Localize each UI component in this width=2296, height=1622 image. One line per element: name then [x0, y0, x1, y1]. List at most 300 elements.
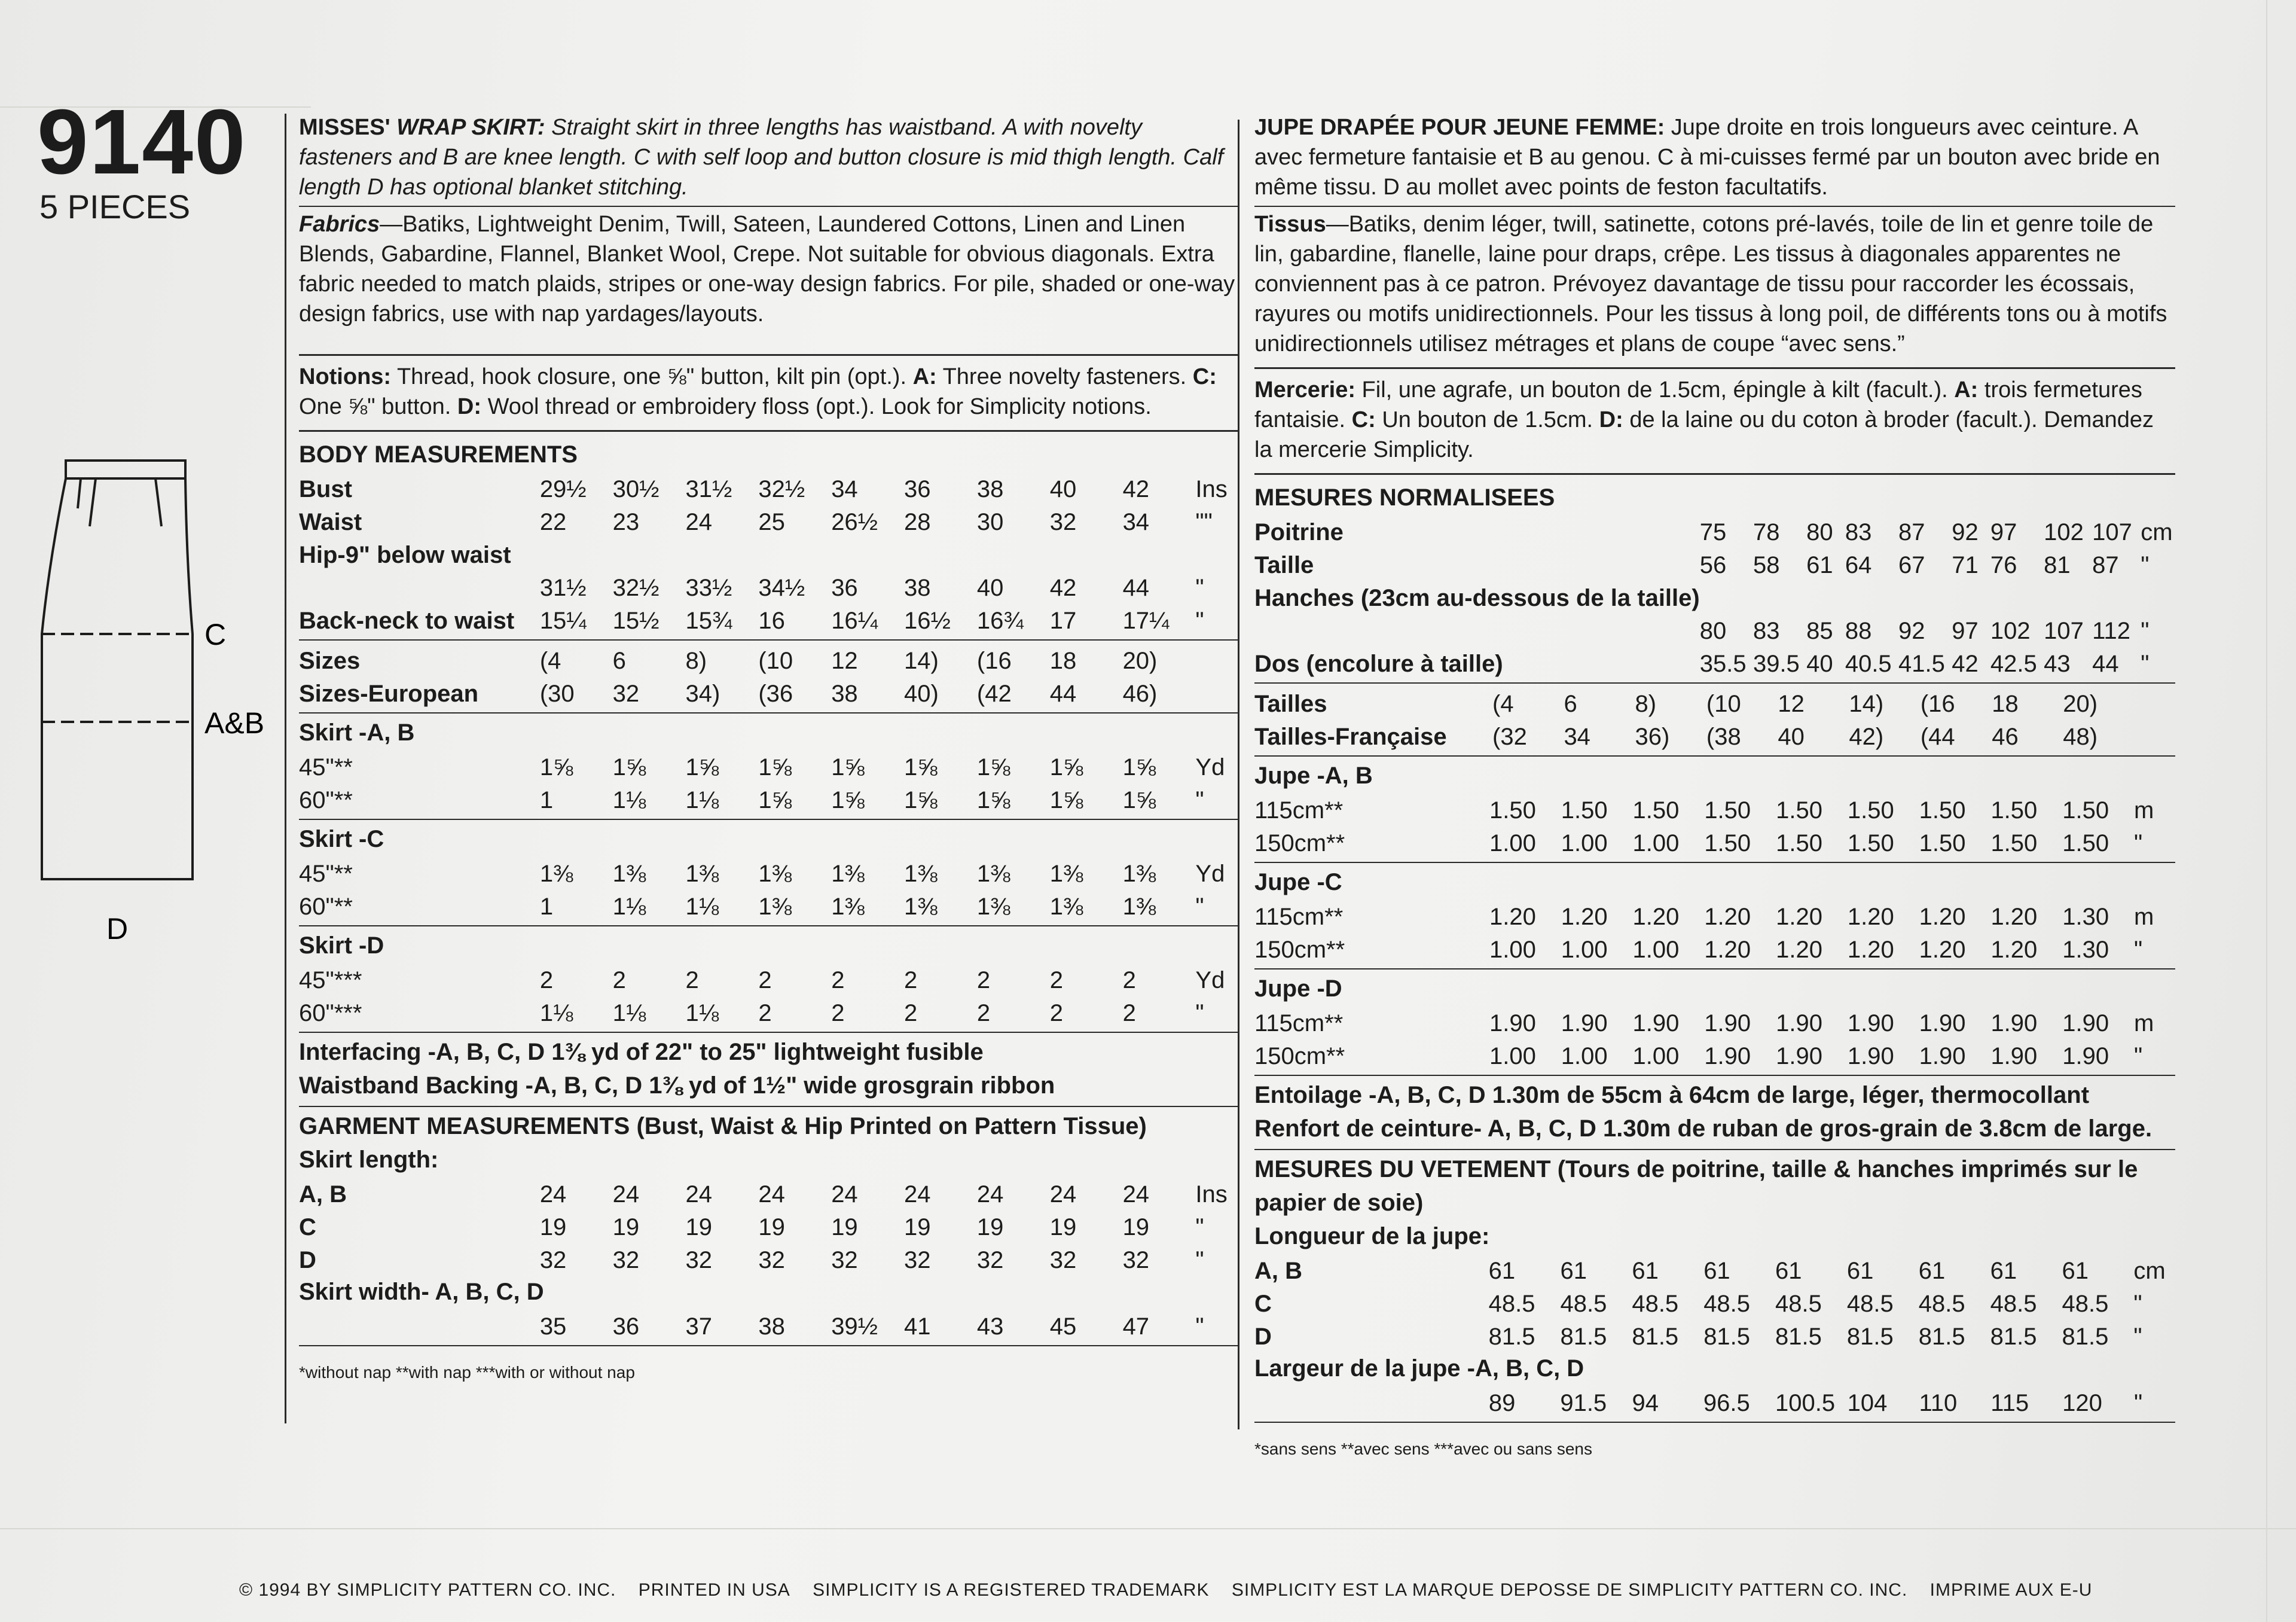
table-cell: 48.5	[1488, 1291, 1535, 1317]
unit-cell: "	[2134, 1390, 2143, 1416]
table-cell: (16	[976, 648, 1012, 674]
table-cell: 94	[1632, 1390, 1659, 1416]
yardage-table	[299, 749, 1238, 815]
table-cell: 32	[758, 1247, 785, 1273]
table-cell: 48.5	[2062, 1291, 2109, 1317]
table-cell: 61	[1918, 1258, 1946, 1284]
table-cell: 1.50	[1776, 797, 1822, 824]
table-cell: 2	[612, 967, 626, 993]
table-cell: 2	[1122, 967, 1136, 993]
garment-measurements-title-fr: MESURES DU VETEMENT (Tours de poitrine, taille & hanches imprimés sur le papier de soie)	[1254, 1156, 2138, 1216]
table-cell: 92	[1952, 519, 1979, 545]
table-row	[299, 1176, 1238, 1209]
table-cell: 1⅜	[831, 894, 865, 920]
table-cell: 40	[1049, 476, 1077, 502]
table-cell: 16¾	[976, 608, 1024, 634]
table-cell: 67	[1898, 552, 1925, 578]
table-cell: 24	[758, 1181, 785, 1208]
table-cell: 81.5	[1703, 1324, 1751, 1350]
table-cell: 32	[831, 1247, 858, 1273]
pattern-number: 9140	[37, 90, 247, 193]
table-cell	[1990, 580, 2044, 613]
table-cell: 24	[1049, 1181, 1077, 1208]
row-label: D	[299, 1247, 316, 1273]
table-cell: 1.30	[2062, 937, 2109, 963]
table-cell: 80	[1699, 618, 1727, 644]
unit-cell: "	[2133, 1291, 2142, 1317]
notions: Notions: Thread, hook closure, one ⅝" button, kilt pin (opt.). A: Three novelty fasteners. C: One ⅝" button. D: Wool thread or embroidery floss (opt.). Look for Simplicity notions.	[299, 364, 1217, 419]
row-label: 115cm**	[1254, 1010, 1344, 1036]
table-cell: 38	[904, 575, 931, 601]
row-label: D	[1254, 1324, 1272, 1350]
yardage-table	[1254, 792, 2175, 858]
unit-cell: "	[2141, 552, 2150, 578]
table-cell: (30	[539, 681, 575, 707]
table-cell: 2	[685, 967, 699, 993]
table-cell: 1.90	[1704, 1010, 1751, 1036]
table-cell: 19	[685, 1214, 712, 1240]
table-cell: 1.00	[1632, 937, 1680, 963]
table-cell: 112	[2092, 618, 2130, 644]
waistband-line: Waistband Backing -A, B, C, D 1⅜ yd of 1½" wide grosgrain ribbon	[299, 1072, 1055, 1099]
table-cell: 30	[976, 509, 1004, 535]
table-cell: 2	[758, 1000, 772, 1026]
table-cell: 26½	[831, 509, 878, 535]
table-cell: 1.90	[1919, 1043, 1966, 1069]
table-cell: 18	[1992, 691, 2019, 717]
table-row	[1254, 646, 2175, 679]
table-cell: 24	[685, 1181, 712, 1208]
row-label: Bust	[299, 476, 352, 502]
table-row	[299, 889, 1238, 922]
table-cell: 104	[1847, 1390, 1888, 1416]
table-cell: 35	[539, 1313, 567, 1340]
table-cell: 2	[1049, 967, 1063, 993]
footnote: *without nap **with nap ***with or without nap	[299, 1363, 635, 1382]
table-cell: 36	[612, 1313, 640, 1340]
table-cell: 1⅝	[904, 787, 938, 813]
table-cell: 16	[758, 608, 785, 634]
table-cell: 1.00	[1561, 830, 1608, 856]
table-cell: (38	[1706, 724, 1741, 750]
table-cell: 1.20	[1990, 904, 2038, 930]
table-cell: 1.90	[1847, 1043, 1894, 1069]
table-cell: 32	[1122, 1247, 1150, 1273]
table-cell: 1.50	[1847, 797, 1894, 824]
row-label: Poitrine	[1254, 519, 1344, 545]
table-cell: 34	[1122, 509, 1150, 535]
table-cell: 44	[1122, 575, 1150, 601]
row-label: A, B	[1254, 1258, 1302, 1284]
table-cell: 19	[612, 1214, 640, 1240]
table-cell: 32	[904, 1247, 931, 1273]
table-cell: 18	[1049, 648, 1077, 674]
table-cell: 1.90	[1919, 1010, 1966, 1036]
table-row	[1254, 1005, 2175, 1038]
table-cell: 1⅜	[612, 861, 646, 887]
table-cell: 1⅜	[831, 861, 865, 887]
table-cell: 1.50	[1990, 797, 2038, 824]
table-cell: 8)	[685, 648, 707, 674]
table-row	[299, 962, 1238, 995]
row-label: 150cm**	[1254, 1043, 1345, 1069]
table-cell: 48.5	[1846, 1291, 1894, 1317]
table-cell: 22	[539, 509, 567, 535]
table-cell: 34½	[758, 575, 805, 601]
table-row	[299, 1309, 1238, 1341]
garment-measurements-table-fr	[1254, 1253, 2175, 1352]
table-cell: 1.50	[1990, 830, 2038, 856]
table-cell: 61	[1990, 1258, 2017, 1284]
table-cell: 1⅝	[758, 787, 792, 813]
unit-cell: "	[2134, 830, 2143, 856]
table-cell: 1⅛	[612, 1000, 646, 1026]
row-label: Hanches (23cm au-dessous de la taille)	[1254, 585, 1700, 611]
table-cell: 15¼	[539, 608, 587, 634]
table-cell: 1⅜	[1122, 894, 1156, 920]
skirt-width-table-fr	[1254, 1385, 2175, 1418]
table-row	[1254, 932, 2175, 965]
table-row	[299, 1242, 1238, 1275]
row-label: Sizes	[299, 648, 361, 674]
table-cell: 23	[612, 509, 640, 535]
table-cell: 1.50	[2062, 797, 2109, 824]
table-cell: 8)	[1635, 691, 1657, 717]
table-cell: 1⅜	[1122, 861, 1156, 887]
table-cell: 24	[976, 1181, 1004, 1208]
table-cell	[1845, 580, 1898, 613]
table-cell: 120	[2062, 1390, 2102, 1416]
table-cell: 1.20	[1489, 904, 1536, 930]
row-label: 60"***	[299, 1000, 362, 1026]
table-cell: 24	[1122, 1181, 1150, 1208]
notions-fr: Mercerie: Fil, une agrafe, un bouton de 1.5cm, épingle à kilt (facult.). A: trois fermetures fantaisie. C: Un bouton de 1.5cm. D: de la laine ou du coton à broder (facult.). Demandez la mercerie Simplicity.	[1254, 377, 2154, 462]
table-cell: 40	[1806, 651, 1833, 677]
unit-cell	[2135, 686, 2175, 719]
table-cell: 14)	[904, 648, 939, 674]
table-cell: 80	[1806, 519, 1833, 545]
skirt-length-label-fr: Longueur de la jupe:	[1254, 1223, 1490, 1249]
table-row	[1254, 580, 2175, 613]
table-cell: 1.50	[1561, 797, 1608, 824]
table-cell: 19	[758, 1214, 785, 1240]
yardage-title: Skirt -D	[299, 932, 384, 959]
table-cell: 44	[2092, 651, 2119, 677]
unit-cell: Yd	[1195, 967, 1225, 993]
table-cell: 1.50	[1847, 830, 1894, 856]
table-cell: 24	[831, 1181, 858, 1208]
table-cell: 61	[1775, 1258, 1802, 1284]
table-cell: 1⅛	[612, 894, 646, 920]
diagram-label-c: C	[204, 618, 227, 651]
description-fr: JUPE DRAPÉE POUR JEUNE FEMME: Jupe droite en trois longueurs avec ceinture. A avec fermeture fantaisie et B au genou. C à mi-cuisses fermé par un bouton avec bride en même tissu. D au mollet avec points de feston facultatifs.	[1254, 115, 2160, 200]
table-cell: 45	[1049, 1313, 1077, 1340]
table-cell: 20)	[1122, 648, 1158, 674]
body-measurements-table	[299, 471, 1238, 636]
table-cell: (36	[758, 681, 793, 707]
table-cell: 61	[1488, 1258, 1516, 1284]
table-cell: 47	[1122, 1313, 1150, 1340]
row-label	[299, 570, 540, 603]
row-label: 115cm**	[1254, 904, 1344, 930]
table-cell: (42	[976, 681, 1012, 707]
french-column	[1254, 112, 2175, 1461]
table-cell: 97	[1990, 519, 2017, 545]
footer	[239, 1580, 2212, 1600]
unit-cell: ""	[1195, 509, 1213, 535]
table-cell: 110	[1919, 1390, 1958, 1416]
table-cell: 1.90	[1990, 1010, 2038, 1036]
row-label: A, B	[299, 1181, 347, 1208]
unit-cell: Ins	[1195, 1181, 1228, 1208]
unit-cell: m	[2134, 1010, 2154, 1036]
table-cell: 1⅛	[685, 894, 719, 920]
printed-in: PRINTED IN USA	[638, 1580, 790, 1600]
table-cell: 39.5	[1752, 651, 1800, 677]
table-cell: 1.20	[1632, 904, 1680, 930]
table-cell: 1.90	[1489, 1010, 1536, 1036]
table-cell: 1.20	[1776, 937, 1822, 963]
table-cell: 43	[2044, 651, 2071, 677]
row-label: Taille	[1254, 552, 1314, 578]
table-cell: 2	[758, 967, 772, 993]
row-label: 45"***	[299, 967, 362, 993]
body-measurements-title-fr: MESURES NORMALISEES	[1254, 484, 1555, 511]
table-cell: 19	[539, 1214, 567, 1240]
table-cell: 115	[1990, 1390, 2029, 1416]
table-cell: 42	[1952, 651, 1979, 677]
table-cell: (16	[1920, 691, 1955, 717]
yardage-section-fr	[1254, 755, 2175, 1076]
table-cell	[1806, 580, 1845, 613]
table-cell: 1.50	[1704, 797, 1751, 824]
sizes-table-fr	[1254, 686, 2175, 752]
row-label: Tailles	[1254, 691, 1327, 717]
table-row	[299, 504, 1238, 537]
table-cell: 1.90	[1561, 1010, 1608, 1036]
table-cell: 1.50	[1632, 797, 1680, 824]
row-label: 115cm**	[1254, 797, 1344, 824]
table-cell: 34	[831, 476, 858, 502]
table-cell: 1.90	[1847, 1010, 1894, 1036]
table-cell: 1⅝	[831, 787, 865, 813]
body-measurements-table-fr	[1254, 514, 2175, 679]
trademark-en: SIMPLICITY IS A REGISTERED TRADEMARK	[813, 1580, 1210, 1600]
table-cell: 1⅜	[976, 861, 1010, 887]
table-row	[1254, 1286, 2175, 1319]
row-label: Sizes-European	[299, 681, 479, 707]
skirt-width-label: Skirt width- A, B, C, D	[299, 1279, 544, 1305]
table-cell: 1.90	[1704, 1043, 1751, 1069]
skirt-width-table	[299, 1309, 1238, 1341]
table-row	[299, 537, 1238, 570]
unit-cell: "	[1195, 1214, 1204, 1240]
table-row	[299, 1209, 1238, 1242]
table-cell: 92	[1898, 618, 1925, 644]
yardage-title: Jupe -A, B	[1254, 763, 1373, 789]
table-cell: 1.50	[2062, 830, 2109, 856]
unit-cell: cm	[2133, 1258, 2166, 1284]
unit-cell: cm	[2141, 519, 2173, 545]
table-cell: 20)	[2063, 691, 2098, 717]
table-cell: 1⅜	[1049, 894, 1083, 920]
table-cell: 1⅜	[685, 861, 719, 887]
unit-cell: "	[2133, 1324, 2142, 1350]
table-cell: 1⅜	[976, 894, 1010, 920]
row-label: Waist	[299, 509, 362, 535]
table-cell: 38	[758, 1313, 785, 1340]
table-cell: 32	[1049, 509, 1077, 535]
table-cell: 46)	[1122, 681, 1158, 707]
unit-cell	[2135, 719, 2175, 752]
table-cell: 64	[1845, 552, 1872, 578]
table-cell	[2092, 580, 2141, 613]
yardage-table	[299, 856, 1238, 922]
table-cell: 35.5	[1699, 651, 1747, 677]
yardage-title: Skirt -A, B	[299, 719, 415, 746]
table-cell: 1.90	[2062, 1010, 2109, 1036]
table-cell: 97	[1952, 618, 1979, 644]
table-cell: 41.5	[1898, 651, 1945, 677]
table-cell: 32½	[758, 476, 805, 502]
table-cell: 1⅝	[685, 754, 719, 780]
table-cell: 42.5	[1990, 651, 2037, 677]
table-cell: 19	[904, 1214, 931, 1240]
table-cell: 1⅛	[685, 1000, 719, 1026]
table-cell: 1⅛	[685, 787, 719, 813]
skirt-outline	[42, 478, 193, 879]
table-cell: 1⅜	[539, 861, 573, 887]
table-cell: 41	[904, 1313, 931, 1340]
table-cell: 1⅜	[904, 861, 938, 887]
table-cell: 1⅝	[1049, 787, 1083, 813]
column-rule-middle	[1238, 120, 1239, 1429]
table-cell: 85	[1806, 618, 1833, 644]
fabrics-fr: Tissus—Batiks, denim léger, twill, satinette, cotons pré-lavés, toile de lin et genre toile de lin, gabardine, flanelle, laine pour draps, crêpe. Les tissus à diagonales apparentes ne conviennent pas à ce patron. Prévoyez davantage de tissu pour raccorder les écossais, rayures ou motifs unidirectionnels. Pour les tissus à long poil, de différents tons ou à motifs unidirectionnels utilisez métrages et plans de coupe “avec sens.”	[1254, 212, 2167, 356]
table-cell: 2	[904, 967, 918, 993]
table-cell: 1.20	[1919, 937, 1966, 963]
sizes-table	[299, 643, 1238, 709]
interfacing-line-fr: Entoilage -A, B, C, D 1.30m de 55cm à 64cm de large, léger, thermocollant	[1254, 1082, 2090, 1108]
table-row	[1254, 1253, 2175, 1286]
unit-cell: "	[1195, 1247, 1204, 1273]
table-cell: 1.50	[1776, 830, 1822, 856]
unit-cell: Yd	[1195, 861, 1225, 887]
table-cell: 87	[2092, 552, 2119, 578]
table-row	[1254, 1319, 2175, 1352]
table-cell: 40	[976, 575, 1004, 601]
table-cell: 2	[539, 967, 554, 993]
table-cell: 81.5	[2062, 1324, 2109, 1350]
table-cell: 1⅝	[1049, 754, 1083, 780]
table-cell: 1.00	[1489, 937, 1536, 963]
table-cell: 1.00	[1489, 830, 1536, 856]
table-cell: 1.50	[1919, 830, 1966, 856]
table-row	[299, 643, 1238, 676]
table-cell: 107	[2092, 519, 2132, 545]
table-cell: 1.50	[1919, 797, 1966, 824]
table-cell: 32	[1049, 1247, 1077, 1273]
table-cell: 32	[612, 681, 640, 707]
table-row	[299, 603, 1238, 636]
table-row	[1254, 547, 2175, 580]
table-cell: 102	[2044, 519, 2084, 545]
table-cell	[2044, 580, 2092, 613]
table-cell: 83	[1752, 618, 1780, 644]
table-cell: 1.90	[2062, 1043, 2109, 1069]
table-row	[299, 782, 1238, 815]
table-cell: 1.90	[1632, 1010, 1680, 1036]
table-cell: 25	[758, 509, 785, 535]
table-cell: 1.20	[1990, 937, 2038, 963]
waistband-line-fr: Renfort de ceinture- A, B, C, D 1.30m de ruban de gros-grain de 3.8cm de large.	[1254, 1115, 2152, 1142]
table-cell: 81.5	[1775, 1324, 1822, 1350]
table-cell: 61	[1560, 1258, 1587, 1284]
table-cell: 61	[1846, 1258, 1874, 1284]
table-cell: 16½	[904, 608, 951, 634]
table-cell: (10	[1706, 691, 1741, 717]
table-cell: 1⅝	[1122, 787, 1156, 813]
fabrics: Fabrics—Batiks, Lightweight Denim, Twill, Sateen, Laundered Cottons, Linen and Linen Blends, Gabardine, Flannel, Blanket Wool, Crepe. Not suitable for obvious diagonals. Extra fabric needed to match plaids, stripes or one-way design fabrics. For pile, shaded or one-way design fabrics, use with nap yardages/layouts.	[299, 212, 1235, 327]
yardage-title: Skirt -C	[299, 826, 384, 852]
skirt-diagram	[36, 443, 287, 981]
table-cell: 1⅜	[758, 861, 792, 887]
table-cell	[613, 537, 686, 570]
table-cell: 6	[612, 648, 626, 674]
table-cell: 42	[1049, 575, 1077, 601]
table-cell: 24	[612, 1181, 640, 1208]
table-cell: 1.30	[2062, 904, 2109, 930]
table-cell: 1⅝	[976, 754, 1010, 780]
table-cell: 15¾	[685, 608, 732, 634]
unit-cell: "	[1195, 1000, 1204, 1026]
table-cell: 42)	[1849, 724, 1884, 750]
table-cell: 2	[1049, 1000, 1063, 1026]
table-cell: 17	[1049, 608, 1077, 634]
unit-cell: m	[2134, 797, 2154, 824]
fold-crease	[2266, 0, 2267, 1622]
row-label: 60"**	[299, 894, 353, 920]
table-cell: 56	[1699, 552, 1727, 578]
table-row	[299, 570, 1238, 603]
row-label: Dos (encolure à taille)	[1254, 651, 1503, 677]
yardage-table	[1254, 899, 2175, 965]
table-cell: 32	[685, 1247, 712, 1273]
table-row	[1254, 792, 2175, 825]
table-cell: 2	[831, 1000, 845, 1026]
table-cell: 1⅛	[612, 787, 646, 813]
unit-cell: "	[1195, 1313, 1204, 1340]
waistband-outline	[66, 461, 185, 478]
table-cell: 34)	[685, 681, 720, 707]
table-cell: 2	[904, 1000, 918, 1026]
row-label: Tailles-Française	[1254, 724, 1447, 750]
table-cell: 58	[1752, 552, 1780, 578]
garment-measurements-title: GARMENT MEASUREMENTS (Bust, Waist & Hip Printed on Pattern Tissue)	[299, 1113, 1147, 1139]
diagram-label-ab: A&B	[204, 706, 265, 740]
table-cell: 46	[1992, 724, 2019, 750]
table-cell: 1.20	[1847, 937, 1894, 963]
table-cell: 2	[976, 1000, 991, 1026]
row-label: 45"**	[299, 754, 353, 780]
table-cell: 38	[976, 476, 1004, 502]
table-cell: 81.5	[1560, 1324, 1607, 1350]
table-cell: 1⅝	[976, 787, 1010, 813]
table-cell: 24	[904, 1181, 931, 1208]
table-cell: (44	[1920, 724, 1955, 750]
row-label: C	[299, 1214, 316, 1240]
table-cell: 1⅝	[1122, 754, 1156, 780]
